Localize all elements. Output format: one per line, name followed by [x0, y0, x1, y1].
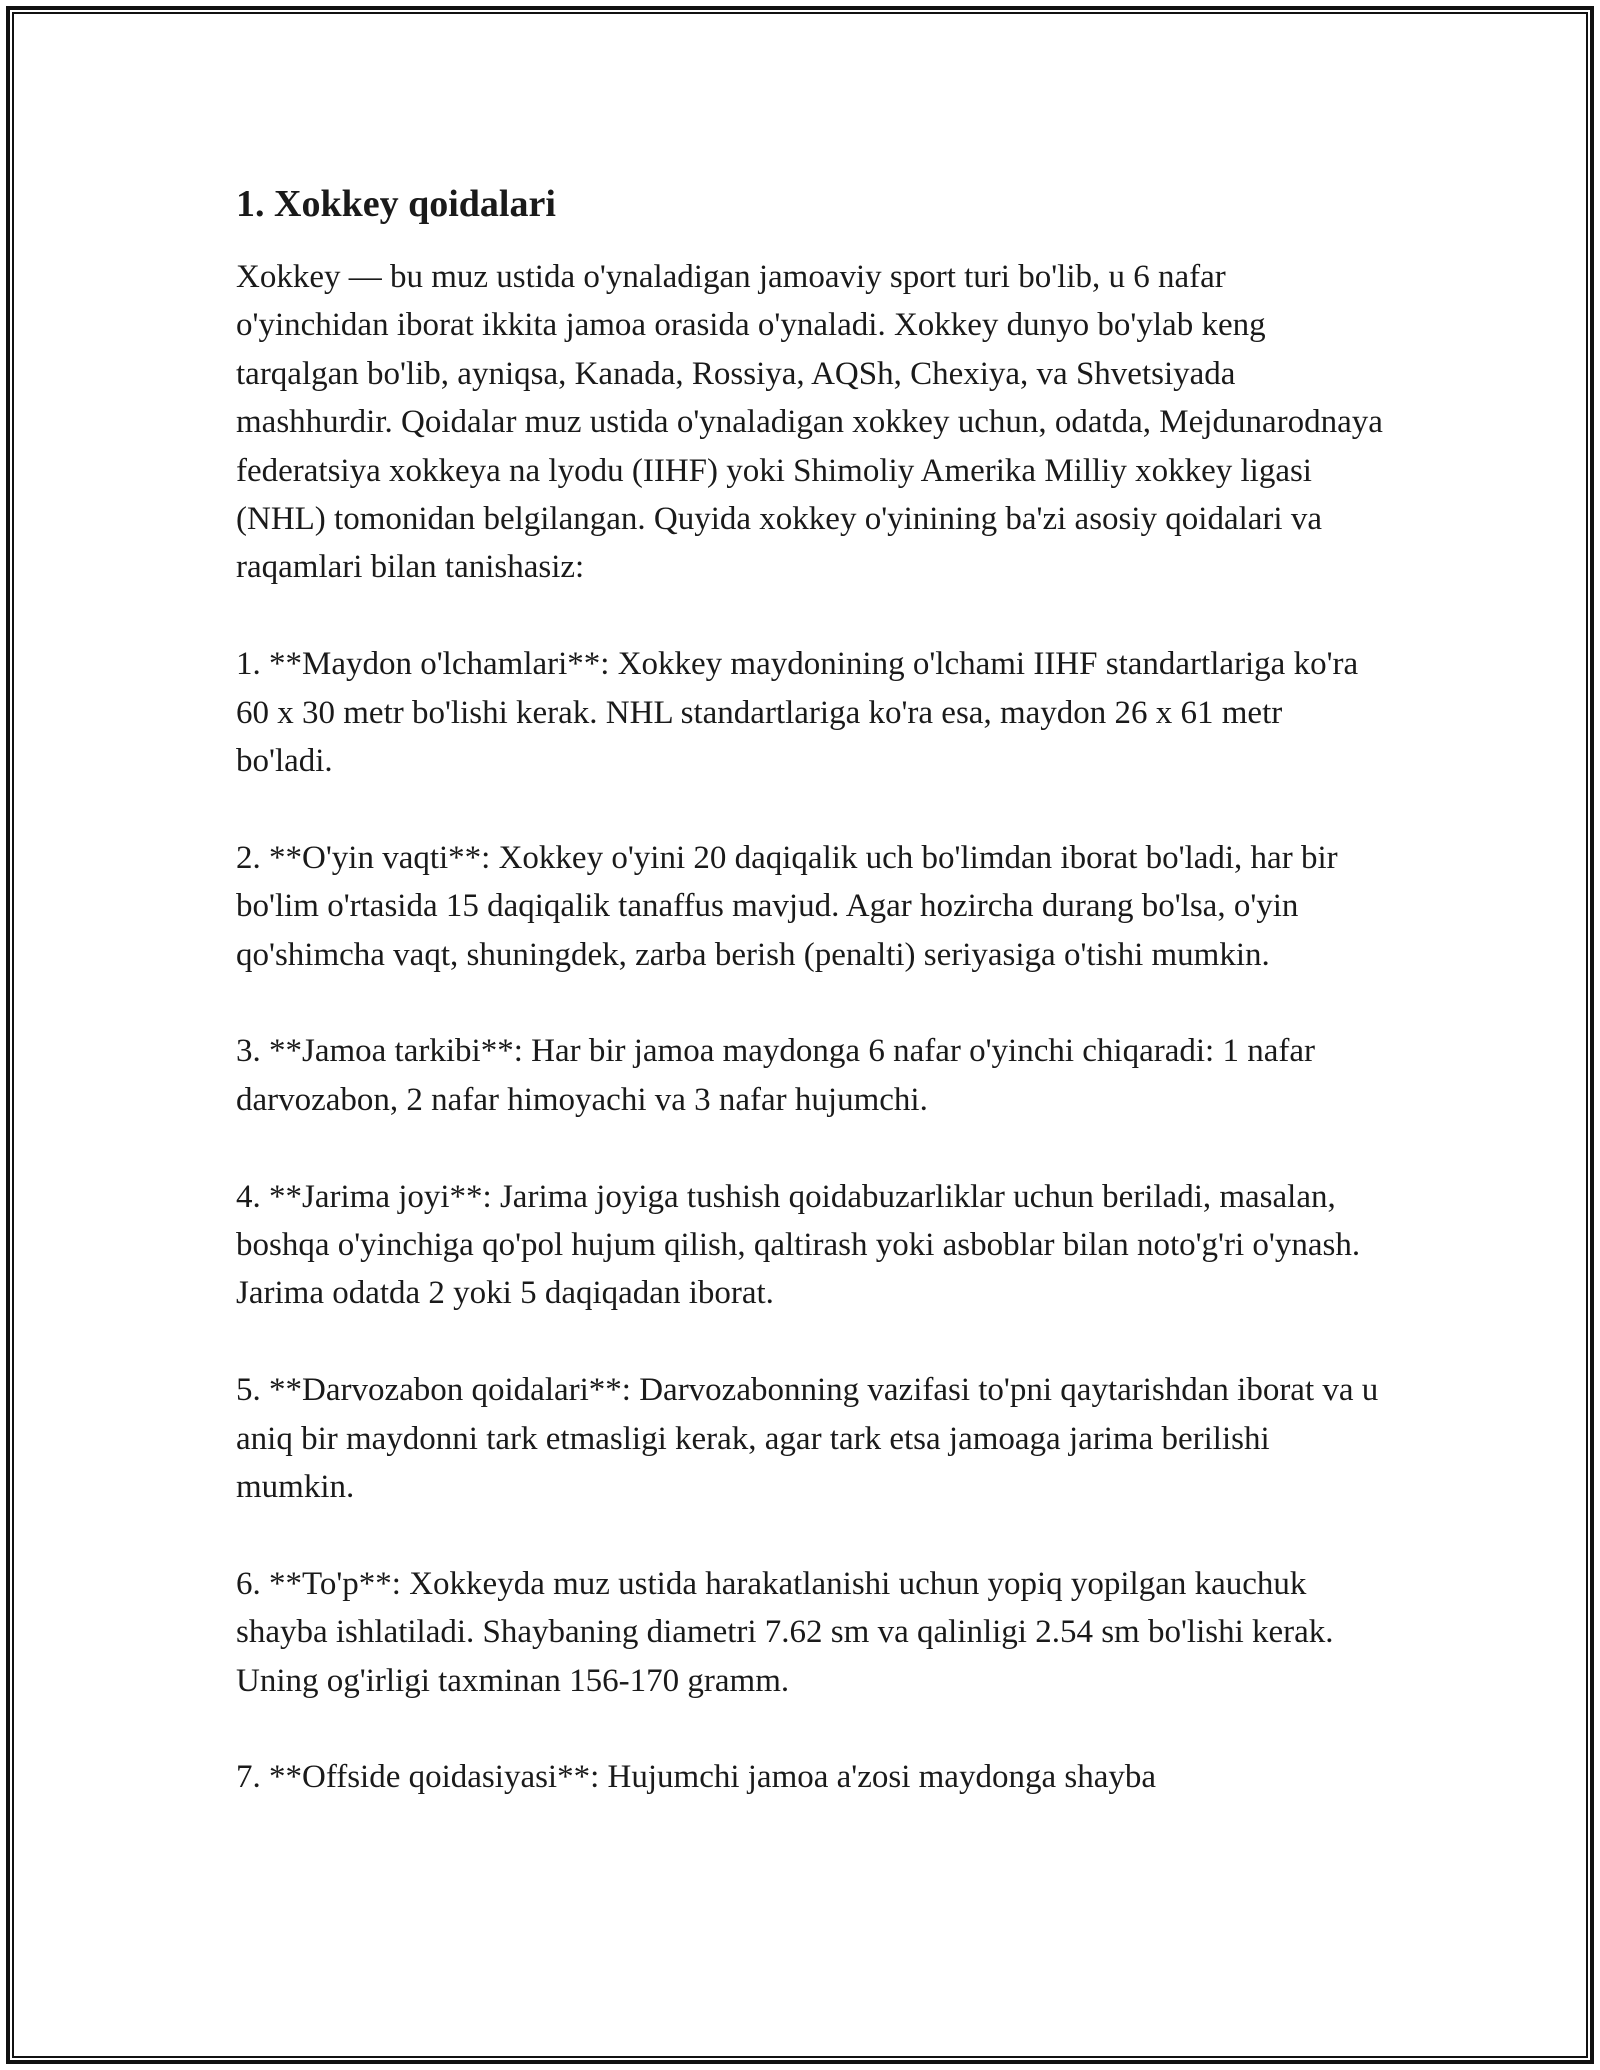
- intro-paragraph: Xokkey — bu muz ustida o'ynaladigan jamoaviy sport turi bo'lib, u 6 nafar o'yinchidan iborat ikkita jamoa orasida o'ynaladi. Xokkey dunyo bo'ylab keng tarqalgan bo'lib, ayniqsa, Kanada, Rossiya, AQSh, Chexiya, va Shvetsiyada mashhurdir. Qoidalar muz ustida o'ynaladigan xokkey uchun, odatda, Mejdunarodnaya federatsiya xokkeya na lyodu (IIHF) yoki Shimoliy Amerika Milliy xokkey ligasi (NHL) tomonidan belgilangan. Quyida xokkey o'yinining ba'zi asosiy qoidalari va raqamlari bilan tanishasiz:: [236, 259, 1383, 586]
- rule-goalkeeper: 5. **Darvozabon qoidalari**: Darvozabonning vazifasi to'pni qaytarishdan iborat va u aniq bir maydonni tark etmasligi kerak, agar tark etsa jamoaga jarima berilishi mumkin.: [236, 1372, 1379, 1506]
- rule-offside: 7. **Offside qoidasiyasi**: Hujumchi jamoa a'zosi maydonga shayba: [236, 1759, 1156, 1796]
- page-title: 1. Xokkey qoidalari: [236, 183, 556, 225]
- rule-penalty-box: 4. **Jarima joyi**: Jarima joyiga tushish qoidabuzarliklar uchun beriladi, masalan, boshqa o'yinchiga qo'pol hujum qilish, qaltirash yoki asboblar bilan noto'g'ri o'ynash. Jarima odatda 2 yoki 5 daqiqadan iborat.: [236, 1178, 1361, 1312]
- rule-puck: 6. **To'p**: Xokkeyda muz ustida harakatlanishi uchun yopiq yopilgan kauchuk shayba ishlatiladi. Shaybaning diametri 7.62 sm va qalinligi 2.54 sm bo'lishi kerak. Uning og'irligi taxminan 156-170 gramm.: [236, 1565, 1334, 1699]
- rule-field-size: 1. **Maydon o'lchamlari**: Xokkey maydonining o'lchami IIHF standartlariga ko'ra 60 x 30 metr bo'lishi kerak. NHL standartlariga ko'ra esa, maydon 26 x 61 metr bo'ladi.: [236, 646, 1359, 780]
- rule-game-time: 2. **O'yin vaqti**: Xokkey o'yini 20 daqiqalik uch bo'limdan iborat bo'ladi, har bir bo'lim o'rtasida 15 daqiqalik tanaffus mavjud. Agar hozircha durang bo'lsa, o'yin qo'shimcha vaqt, shuningdek, zarba berish (penalti) seriyasiga o'tishi mumkin.: [236, 839, 1338, 973]
- document-body: [236, 180, 1386, 1850]
- rule-team-composition: 3. **Jamoa tarkibi**: Har bir jamoa maydonga 6 nafar o'yinchi chiqaradi: 1 nafar darvozabon, 2 nafar himoyachi va 3 nafar hujumchi.: [236, 1033, 1315, 1118]
